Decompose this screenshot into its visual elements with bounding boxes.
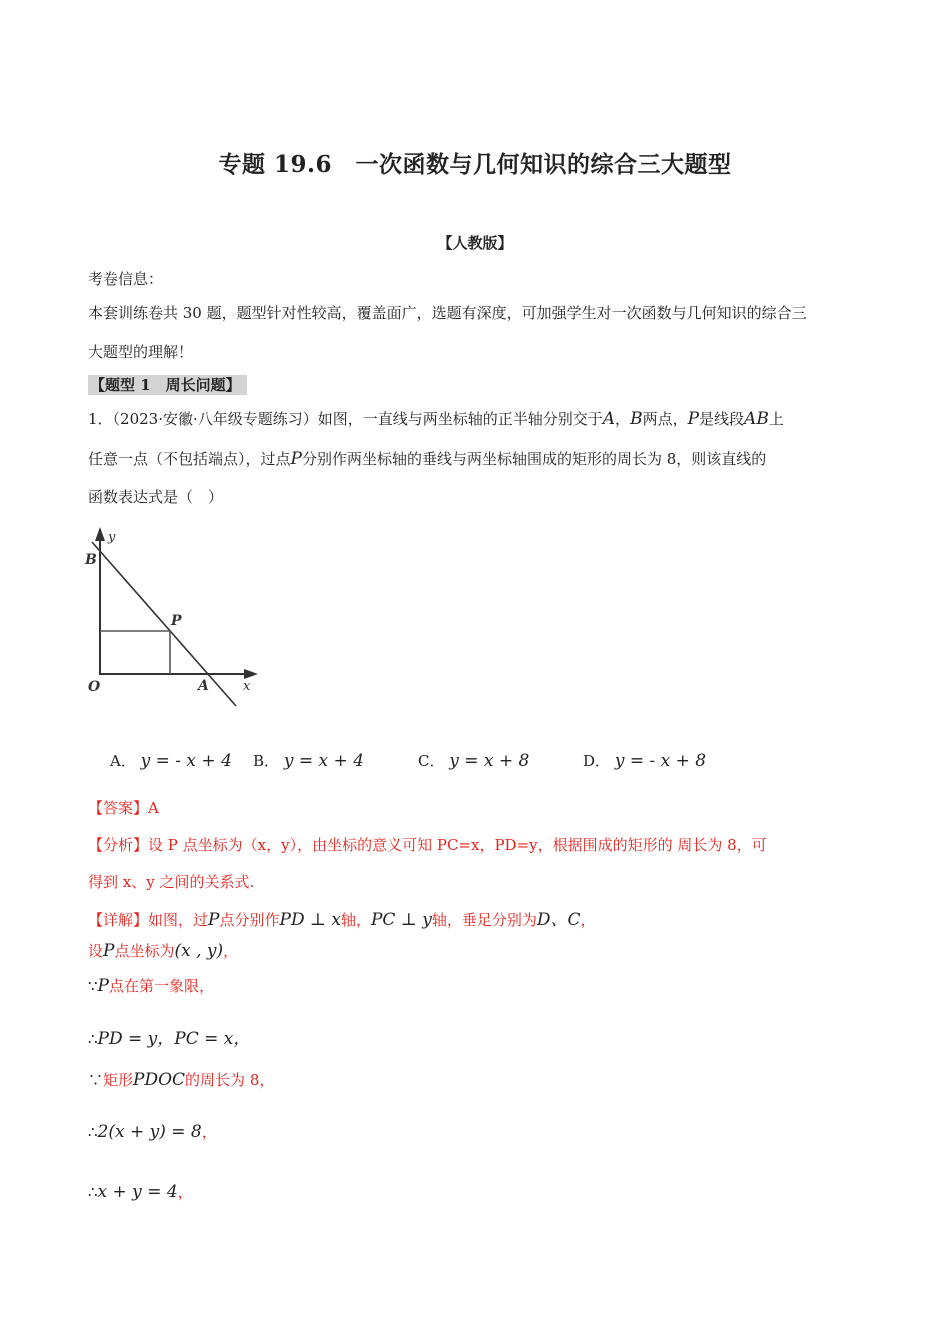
detail-text: ， (201, 1123, 217, 1141)
detail-line-3 (88, 975, 214, 996)
answer-line (88, 797, 159, 818)
answer-label: 【答案】 (88, 799, 149, 817)
exam-info-label: 考卷信息： (88, 270, 164, 288)
question-line-3: 函数表达式是（ ） (88, 488, 224, 506)
x-axis-label: x (243, 679, 251, 694)
edition-label: 【人教版】 (437, 234, 513, 252)
detail-text: ， (580, 911, 596, 929)
math-d-c: D、C (536, 910, 581, 930)
math-rectangle-pdoc: PDOC (133, 1070, 186, 1090)
x-axis-arrow (244, 669, 258, 679)
p-label: P (171, 613, 182, 629)
point-p: P (208, 910, 220, 930)
math-pc-perp-y: PC ⊥ y (370, 910, 432, 930)
question-source: （2023·安徽·八年级专题练习）如图，一直线与两坐标轴的正半轴分别交于 (112, 410, 603, 428)
detail-line-1 (88, 905, 596, 930)
question-text: 两点， (642, 410, 688, 428)
point-p: P (290, 449, 302, 469)
option-letter: A． (110, 752, 136, 770)
question-text: 分别作两坐标轴的垂线与两坐标轴围成的矩形的周长为 8，则该直线的 (301, 450, 767, 468)
line-ab (92, 542, 236, 706)
detail-line-6 (88, 1121, 217, 1142)
question-number: 1． (88, 410, 113, 428)
detail-text: ， (223, 942, 239, 960)
detail-text: 轴，垂足分别为 (431, 911, 537, 929)
option-letter: C． (418, 752, 445, 770)
question-text: 是线段 (699, 410, 745, 428)
answer-value: A (148, 799, 159, 817)
detail-text: 设 (88, 942, 104, 960)
detail-text: 如图，过 (148, 911, 209, 929)
page-title: 专题 19.6 一次函数与几何知识的综合三大题型 (218, 151, 732, 178)
point-a: A (602, 409, 616, 429)
b-label: B (85, 552, 97, 568)
question-text: 任意一点（不包括端点），过点 (88, 450, 291, 468)
math-pd-perp-x: PD ⊥ x (279, 910, 341, 930)
math-expression: 2(x + y) = 8 (97, 1122, 202, 1142)
because-symbol: ∵ (88, 977, 98, 995)
question-text: 上 (768, 410, 784, 428)
point-p: P (687, 409, 700, 429)
because-symbol: ∵ (88, 1071, 104, 1089)
question-line-2 (88, 448, 766, 469)
y-axis-label: y (108, 530, 116, 545)
detail-line-7 (88, 1181, 193, 1202)
intro-line-2: 大题型的理解！ (88, 343, 194, 361)
separator: ， (615, 410, 631, 428)
math-coordinates: (x , y) (174, 941, 224, 961)
y-axis-arrow (95, 527, 105, 541)
analysis-line-1 (88, 834, 767, 855)
option-expression: y = - x + 4 (140, 751, 232, 771)
option-c (418, 750, 529, 771)
point-p: P (103, 941, 115, 961)
origin-label: O (88, 679, 101, 695)
coordinate-figure (80, 525, 270, 715)
analysis-line-2: 得到 x、y 之间的关系式. (88, 873, 255, 891)
a-label: A (198, 678, 209, 694)
detail-line-5 (88, 1069, 274, 1090)
math-expression: PD = y，PC = x， (97, 1029, 251, 1049)
section-tag-text: 【题型 1 周长问题】 (88, 375, 247, 395)
option-d (583, 750, 706, 771)
therefore-symbol: ∴ (88, 1123, 98, 1141)
detail-label: 【详解】 (88, 911, 149, 929)
intro-line-1: 本套训练卷共 30 题，题型针对性较高，覆盖面广，选题有深度，可加强学生对一次函数与几何知识的综合三 (88, 304, 807, 322)
detail-line-2 (88, 940, 238, 961)
point-p: P (97, 976, 109, 996)
option-expression: y = - x + 8 (614, 751, 707, 771)
question-line-1 (88, 408, 784, 429)
option-letter: B． (253, 752, 280, 770)
option-b (253, 750, 364, 771)
option-expression: y = x + 8 (449, 751, 530, 771)
option-a (110, 750, 232, 771)
detail-line-4 (88, 1024, 250, 1049)
point-b: B (630, 409, 643, 429)
detail-text: 点坐标为 (114, 942, 175, 960)
detail-text: 的周长为 8， (185, 1071, 275, 1089)
detail-text: 矩形 (103, 1071, 134, 1089)
analysis-label: 【分析】 (88, 836, 149, 854)
therefore-symbol: ∴ (88, 1183, 98, 1201)
detail-text: 轴， (340, 911, 371, 929)
segment-ab: AB (744, 409, 769, 429)
option-expression: y = x + 4 (283, 751, 364, 771)
therefore-symbol: ∴ (88, 1030, 98, 1048)
section-tag (88, 374, 247, 395)
analysis-text: 设 P 点坐标为（x，y），由坐标的意义可知 PC=x，PD=y，根据围成的矩形的 周长为 8，可 (148, 836, 767, 854)
detail-text: ， (177, 1183, 193, 1201)
option-letter: D． (583, 752, 611, 770)
math-expression: x + y = 4 (97, 1182, 178, 1202)
detail-text: 点分别作 (219, 911, 280, 929)
detail-text: 点在第一象限， (109, 977, 215, 995)
